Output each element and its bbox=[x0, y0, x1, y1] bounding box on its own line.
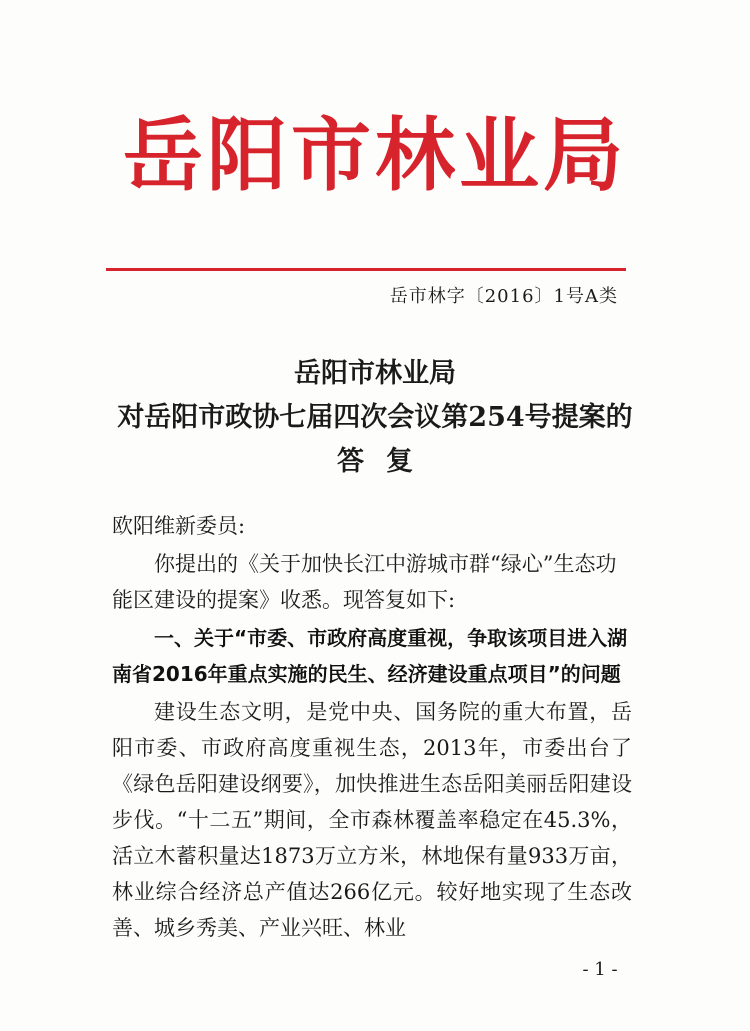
document-title-line-3: 答复 bbox=[337, 446, 435, 477]
letterhead-red-rule bbox=[106, 268, 626, 271]
document-title-line-2: 对岳阳市政协七届四次会议第254号提案的 bbox=[117, 402, 633, 433]
salutation: 欧阳维新委员: bbox=[112, 514, 246, 538]
document-title-line-1: 岳阳市林业局 bbox=[294, 358, 456, 389]
section-heading-1: 一、关于“市委、市政府高度重视，争取该项目进入湖南省2016年重点实施的民生、经济建设重点项目”的问题 bbox=[112, 626, 628, 686]
page-number: - 1 - bbox=[582, 959, 618, 980]
paragraph-1: 你提出的《关于加快长江中游城市群“绿心”生态功能区建设的提案》收悉。现答复如下: bbox=[112, 552, 617, 612]
paragraph-2: 建设生态文明，是党中央、国务院的重大布置，岳阳市委、市政府高度重视生态，2013年，市委出台了《绿色岳阳建设纲要》，加快推进生态岳阳美丽岳阳建设步伐。“十二五”期间，全市森林覆盖率稳定在45.3%，活立木蓄积量达1873万立方米，林地保有量933万亩，林业综合经济总产值达266亿元。较好地实现了生态改善、城乡秀美、产业兴旺、林业 bbox=[112, 700, 632, 940]
document-number: 岳市林字〔2016〕1号A类 bbox=[389, 286, 618, 307]
letterhead-title: 岳阳市林业局 bbox=[123, 108, 627, 202]
